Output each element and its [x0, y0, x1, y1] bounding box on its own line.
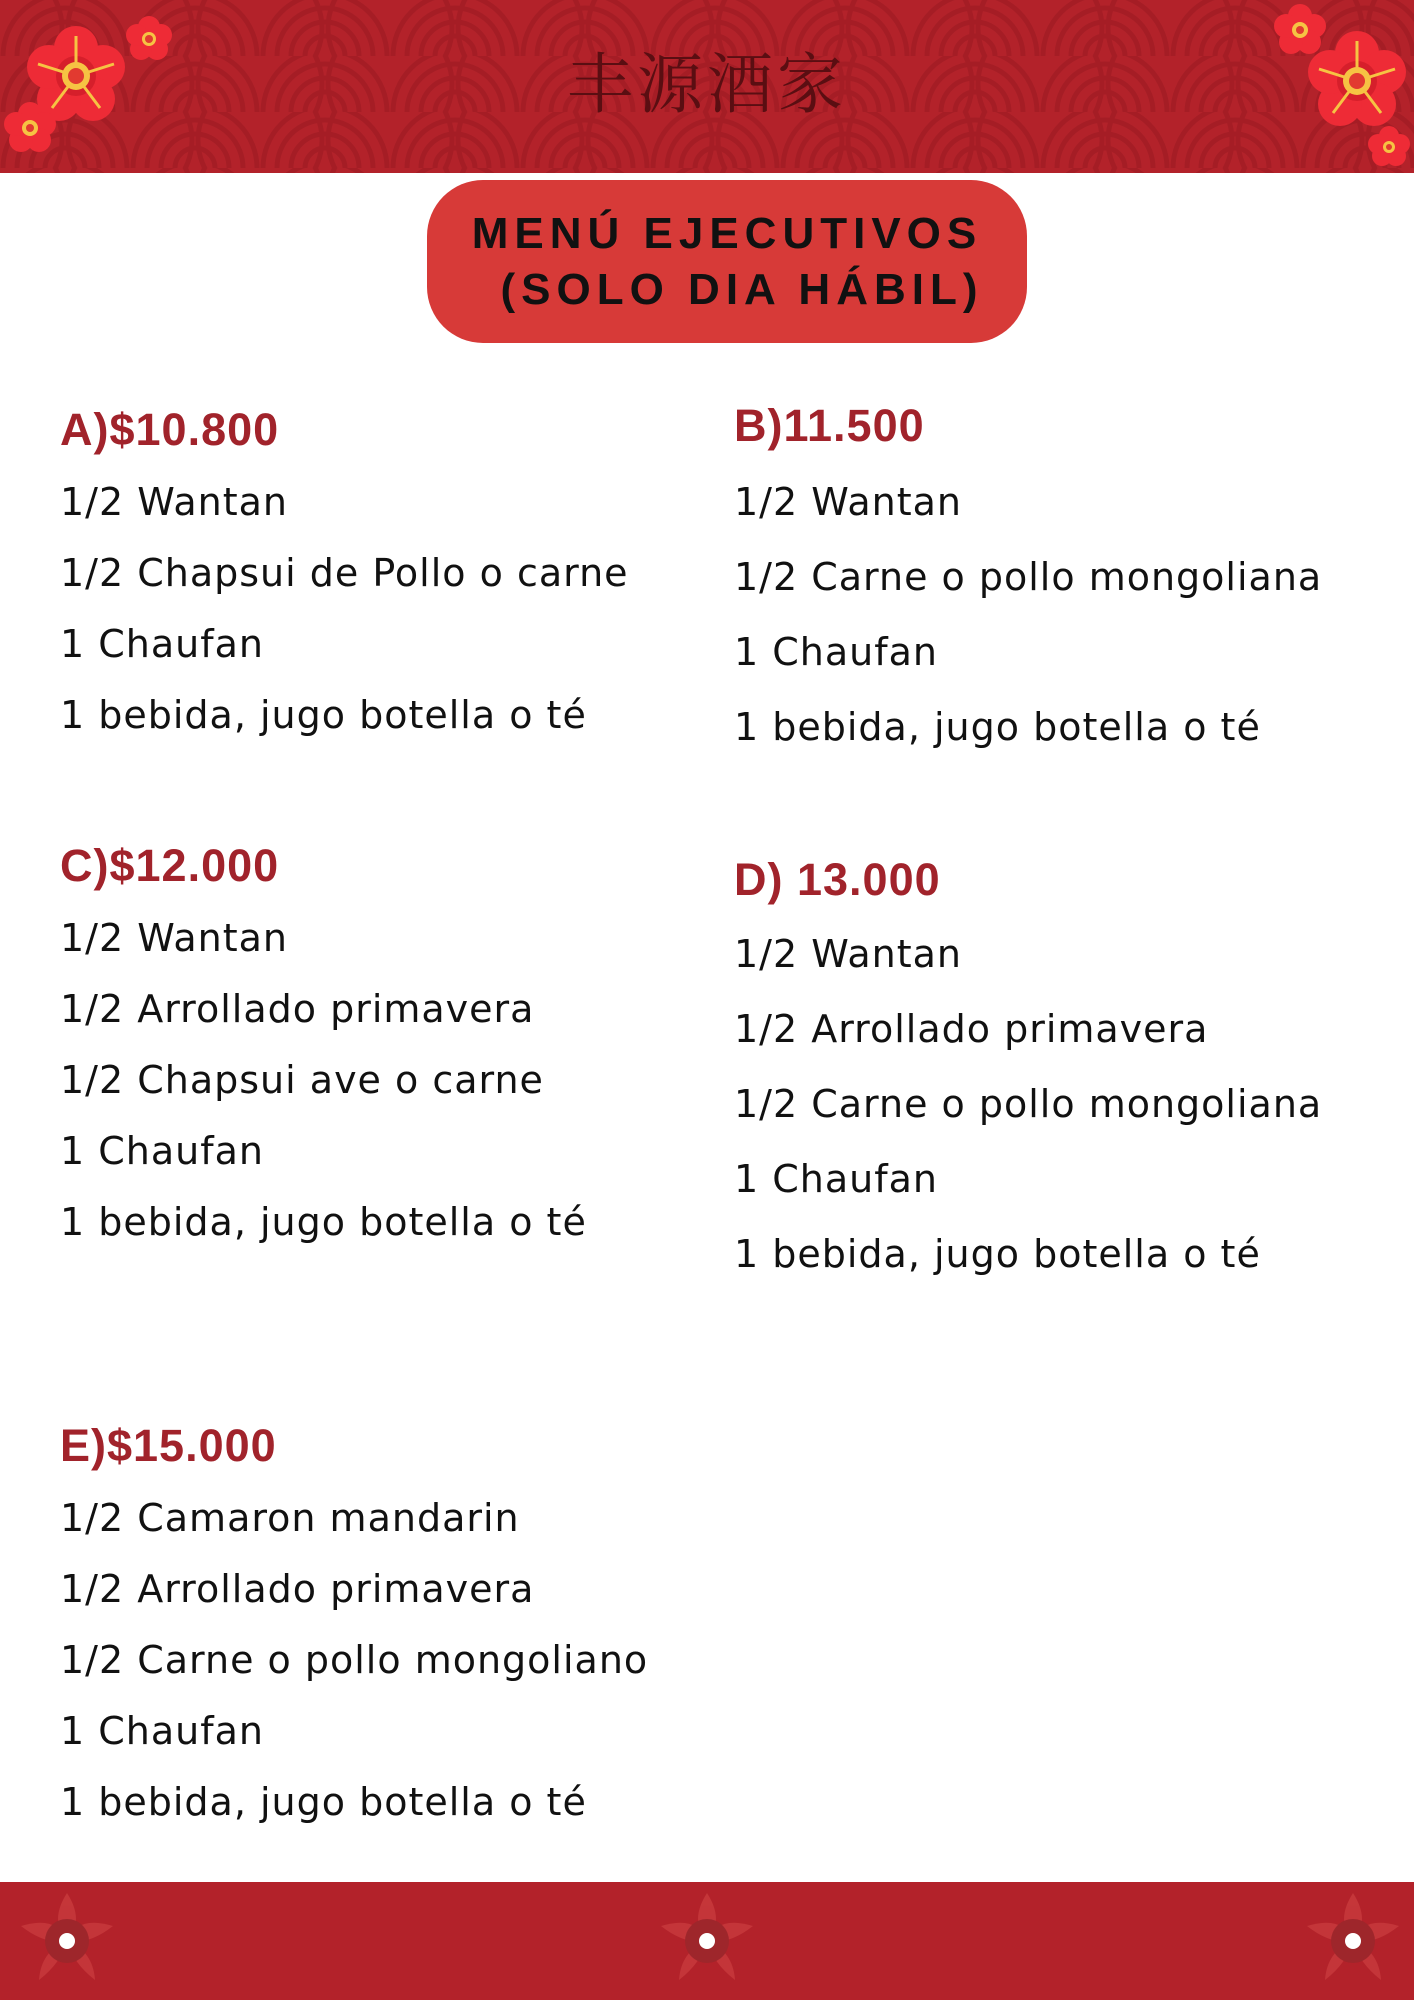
menu-item: 1 bebida, jugo botella o té: [734, 705, 1261, 749]
menu-item: 1 Chaufan: [60, 622, 264, 666]
menu-title-badge: [427, 180, 1027, 343]
menu-item: 1 bebida, jugo botella o té: [60, 693, 587, 737]
menu-item: 1 bebida, jugo botella o té: [734, 1232, 1261, 1276]
flower-icon: [1366, 124, 1412, 170]
menu-price: C)$12.000: [60, 840, 280, 891]
menu-item: 1/2 Carne o pollo mongoliana: [734, 555, 1323, 599]
menu-item: 1 bebida, jugo botella o té: [60, 1200, 587, 1244]
menu-item: 1/2 Arrollado primavera: [60, 1567, 535, 1611]
flower-icon: [1300, 1888, 1406, 1994]
menu-item: 1 Chaufan: [734, 630, 938, 674]
menu-item: 1/2 Arrollado primavera: [734, 1007, 1209, 1051]
menu-item: 1/2 Wantan: [60, 916, 289, 960]
menu-price: A)$10.800: [60, 404, 280, 455]
menu-section-d: [734, 852, 1374, 1292]
menu-item: 1/2 Wantan: [60, 480, 289, 524]
menu-item: 1/2 Arrollado primavera: [60, 987, 535, 1031]
menu-section-a: [60, 402, 680, 762]
menu-subtitle: (SOLO DIA HÁBIL): [500, 264, 984, 314]
menu-item: 1/2 Carne o pollo mongoliano: [60, 1638, 649, 1682]
flower-icon: [14, 1888, 120, 1994]
restaurant-name: 丰源酒家: [567, 46, 847, 123]
menu-item: 1/2 Wantan: [734, 480, 963, 524]
menu-section-c: [60, 838, 680, 1268]
footer-banner: [0, 1882, 1414, 2000]
menu-section-e: [60, 1418, 700, 1848]
menu-item: 1/2 Camaron mandarin: [60, 1496, 520, 1540]
flower-icon: [654, 1888, 760, 1994]
menu-price: B)11.500: [734, 400, 925, 451]
menu-item: 1 Chaufan: [60, 1129, 264, 1173]
menu-item: 1 bebida, jugo botella o té: [60, 1780, 587, 1824]
menu-item: 1/2 Carne o pollo mongoliana: [734, 1082, 1323, 1126]
menu-item: 1/2 Chapsui ave o carne: [60, 1058, 544, 1102]
header-banner: [0, 0, 1414, 173]
menu-section-b: [734, 398, 1374, 768]
menu-title: MENÚ EJECUTIVOS: [471, 208, 983, 258]
menu-price: E)$15.000: [60, 1420, 277, 1471]
menu-item: 1 Chaufan: [60, 1709, 264, 1753]
menu-item: 1/2 Wantan: [734, 932, 963, 976]
menu-item: 1 Chaufan: [734, 1157, 938, 1201]
menu-item: 1/2 Chapsui de Pollo o carne: [60, 551, 629, 595]
menu-price: D) 13.000: [734, 854, 941, 905]
